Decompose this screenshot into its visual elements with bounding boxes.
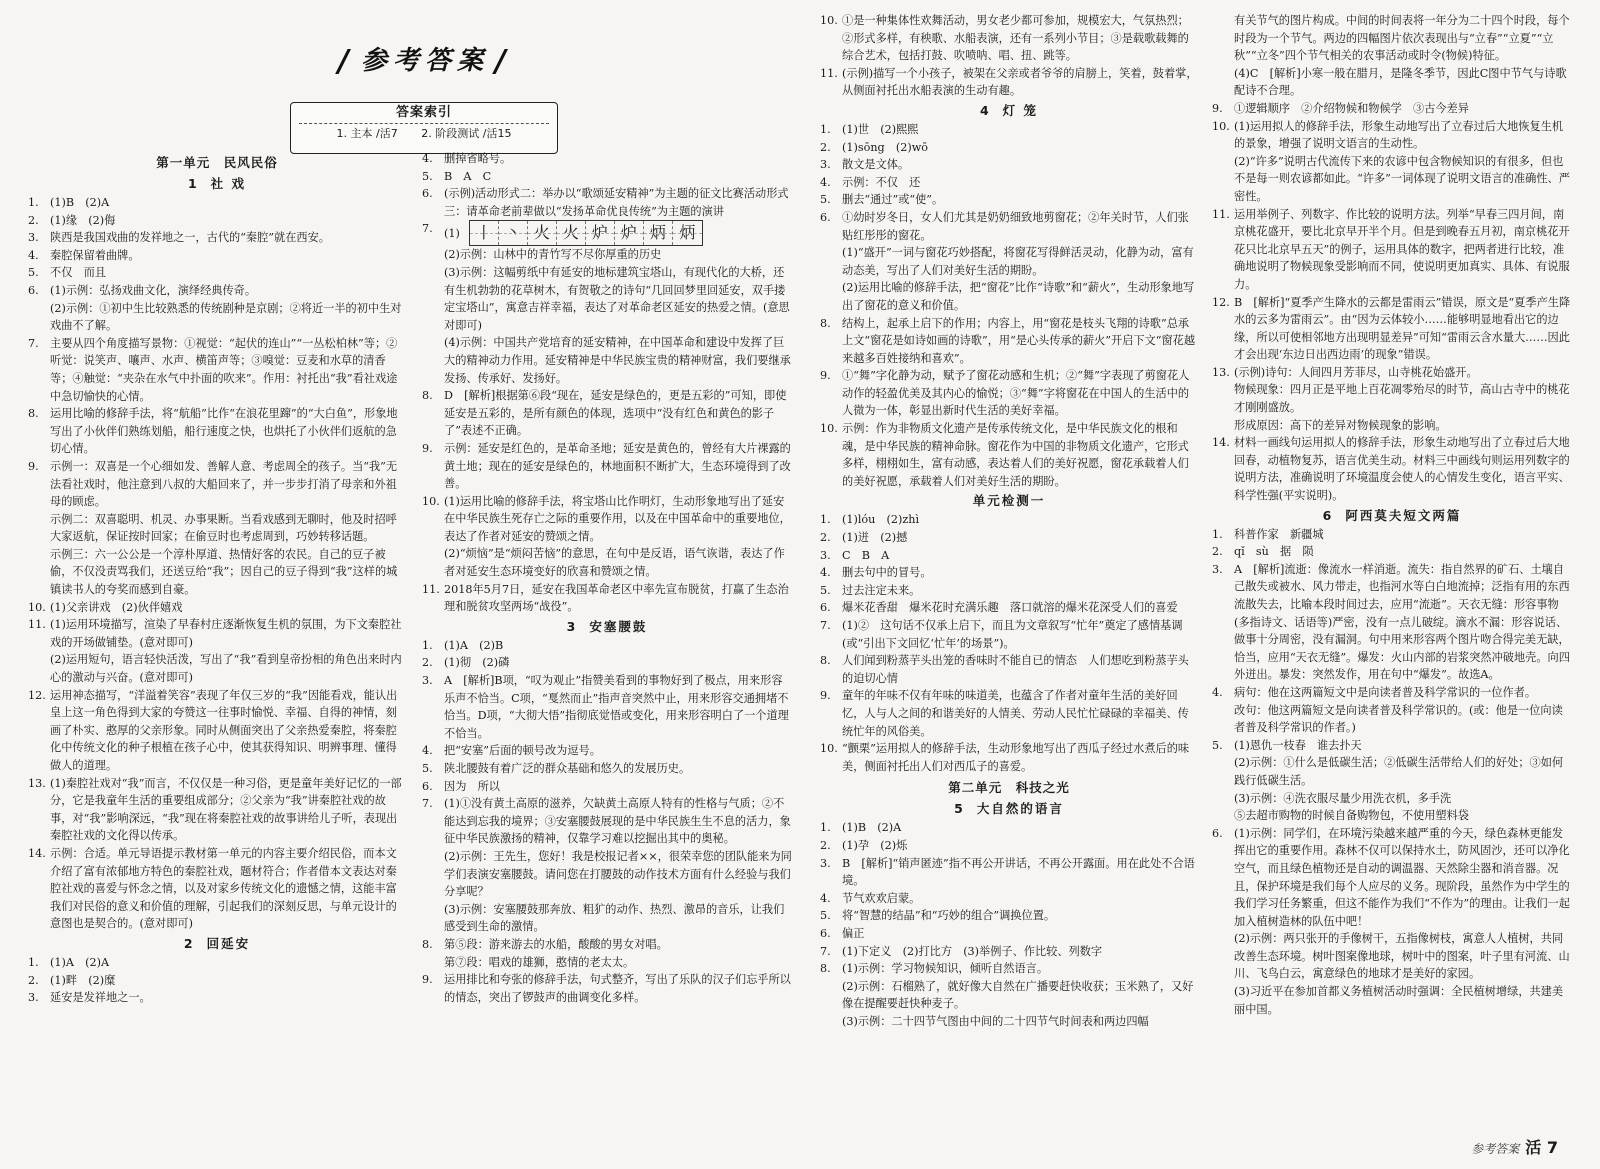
answer-text: (示例)描写一个小孩子，被架在父亲或者爷爷的肩膀上，笑着，鼓着掌，从侧面衬托出水船表演的生动有趣。 [842,66,1198,98]
answer-item [422,168,792,186]
answer-number: 6. [820,601,831,615]
answer-text: A [解析]B项，“叹为观止”指赞美看到的事物好到了极点，用来形容乐声不恰当。C项，“戛然而止”指声音突然中止，用来形容交通拥堵不恰当。D项，“大彻大悟”指彻底觉悟或变化，用来形容明白了一个道理不恰当。 [444,674,789,740]
section-title-text: 单元检测一 [972,493,1046,509]
answer-text: 节气欢欢启蒙。 [842,891,921,905]
answer-number: 7. [422,222,433,236]
answer-item [1212,294,1572,364]
answer-item [820,367,1198,420]
section-number: 1 [187,176,199,191]
stroke-order-cell: 火 [528,221,557,245]
stroke-order-cell: 炉 [586,221,615,245]
answer-continuation: (3)示例：安塞腰鼓那奔放、粗犷的动作、热烈、激昂的音乐，让我们感受到生命的激情。 [444,902,785,934]
answer-item [820,687,1198,740]
answer-item [820,65,1198,100]
answer-text: 结构上，起承上启下的作用；内容上，用“窗花是枝头飞翔的诗歌”总承上文“窗花是如诗如画的诗歌”，用“是心头传承的薪火”开启下文“窗花越来越多百姓接纳和喜欢”。 [842,316,1196,365]
answer-item [28,599,406,617]
answer-text: (1)①没有黄土高原的滋养，欠缺黄土高原人特有的性格与气质；②不能达到忘我的境界；③安塞腰鼓展现的是中华民族生生不息的活力，象征中华民族激扬的精神，仅靠学习难以挖掘出其中的奥秘。 [444,797,791,846]
stroke-order-cell: 火 [557,221,586,245]
answer-continuation: 有关节气的图片构成。中间的时间表将一年分为二十四个时段，每个时段为一个节气。两边的四幅图片依次表现出与“立春”“立夏”“立秋”“立冬”四个节气相关的农事活动或时令(物候)特征。 [1234,14,1570,63]
answer-continuation: (2)示例：山林中的青竹写不尽你厚重的历史 [444,248,662,262]
answer-text: (1)缘 (2)侮 [50,213,116,227]
answer-text: 科普作家 新疆城 [1234,527,1324,541]
answer-text: D [解析]根据第⑥段“现在，延安是绿色的，更是五彩的”可知，即使延安是五彩的，是所有颜色的体现，选项中“没有红色和黄色的影子了”表述不正确。 [444,389,787,438]
answer-number: 12. [28,688,46,702]
answer-continuation: (2)运用比喻的修辞手法，把“窗花”比作“诗歌”和“薪火”，生动形象地写出了窗花的意义和价值。 [842,281,1195,312]
answer-number: 6. [28,283,39,297]
answer-continuation: 第⑦段：唱戏的雄狮，憨情的老太太。 [444,955,635,969]
answer-index-item: 1. 主本 /活7 [336,127,398,140]
answer-text: 人们闻到粉蒸芋头出笼的香味时不能自已的情态 人们想吃到粉蒸芋头的迫切心情 [842,654,1189,685]
answer-item [820,564,1198,582]
answer-item [28,972,406,990]
answer-number: 10. [422,494,440,508]
answer-text: 2018年5月7日，延安在我国革命老区中率先宣布脱贫，打赢了生态治理和脱贫攻坚两场“战役”。 [444,582,789,614]
answer-text: 运用举例子、列数字、作比较的说明方法。列举“早春三四月间，南京桃花盛开，要比北京早开半个月。但是到晚春五月初，南京桃花开花只比北京早五天”的例子，运用具体的数字，把两者进行比较，准确地说明了物候现象受影响而不同，使说明更加真实、具体、有说服力。 [1234,207,1570,291]
page-title: / 参考答案 / [338,44,512,80]
answer-item [422,637,792,655]
answer-text: (1)运用比喻的修辞手法，将宝塔山比作明灯，生动形象地写出了延安在中华民族生死存亡之际的重要作用，以及在中国革命中的重要地位，表达了作者对延安的赞颂之情。 [444,494,791,543]
page-title-text: 参考答案 [360,46,489,77]
answer-item [820,529,1198,547]
answer-continuation: (3)习近平在参加首都义务植树活动时强调：全民植树增绿，共建美丽中国。 [1234,985,1564,1016]
answer-number: 6. [1212,826,1223,840]
answer-number: 8. [422,937,433,951]
stroke-order-grid [469,220,703,246]
answer-index-item: 2. 阶段测试 /活15 [421,127,512,140]
section-title [820,798,1198,819]
answer-item [422,150,792,168]
answer-number: 10. [28,600,46,614]
answer-text: C B A [842,548,890,562]
answer-item [820,156,1198,174]
answer-number: 3. [820,548,831,562]
answer-item [1212,526,1572,544]
section-title [820,100,1198,121]
answer-item [28,845,406,933]
answer-continuation: 改句：他这两篇短文是向读者普及科学常识的。(或：他是一位向读者普及科学常识的作者。) [1234,703,1563,735]
answer-text: (1)sōng (2)wō [842,140,929,154]
section-number: 5 [954,801,965,817]
answer-text: (1)B (2)A [842,821,902,835]
answer-item [820,617,1198,652]
answer-text: (1)世 (2)熙熙 [842,122,919,136]
answer-text: 秦腔保留着曲牌。 [50,248,140,262]
answer-number: 8. [28,407,39,421]
answer-item [820,174,1198,192]
answer-item [820,209,1198,244]
answer-text: (1)彻 (2)磷 [444,656,510,670]
answer-item [820,582,1198,600]
answer-item [1212,100,1572,118]
answer-continuation: (2)示例：两只张开的手像树干，五指像树枝，寓意人人植树，共同改善生态环境。树叶图案像地球，树叶中的图案，叶子里有河流、山川、飞鸟白云，寓意绿色的地球才是美好的家园。 [1234,932,1570,981]
section-title-text: 安塞腰鼓 [589,618,648,634]
section-title-text: 大自然的语言 [976,801,1064,817]
answer-item [28,335,406,405]
answer-item [422,440,792,493]
answer-text: 陕北腰鼓有着广泛的群众基础和悠久的发展历史。 [444,762,691,775]
answer-item [422,581,792,616]
answer-item [28,247,406,265]
stroke-order-cell: 丨 [470,221,499,245]
answer-text: 示例一：双喜是一个心细如发、善解人意、考虑周全的孩子。当“我”无法看社戏时，他注意到八叔的大船回来了，并一步步打消了母亲和外祖母的顾虑。 [50,459,398,509]
answer-number: 11. [28,618,46,632]
answer-text: (1)下定义 (2)打比方 (3)举例子、作比较、列数字 [842,944,1103,958]
answer-index-title: 答案索引 [395,105,452,120]
answer-text: 主要从四个角度描写景物：①视觉：“起伏的连山”“一丛松柏林”等；②听觉：说笑声、嚷声、水声、横笛声等；③嗅觉：豆麦和水草的清香等；④触觉：“夹杂在水气中扑面的吹来”。作用：衬托出“我”看社戏途中急切愉快的心情。 [50,336,398,403]
answer-number: 1. [422,638,433,652]
answer-text: ①逻辑顺序 ②介绍物候和物候学 ③古今差异 [1234,101,1469,115]
answer-text: (1)示例：学习物候知识，倾听自然语言。 [842,962,1049,976]
answer-number: 9. [422,973,433,987]
answer-number: 4. [820,175,831,189]
answer-item [820,819,1198,837]
answer-text: 运用排比和夸张的修辞手法，句式整齐，写出了乐队的汉子们忘乎所以的情态，突出了锣鼓声的曲调变化多样。 [444,973,791,1004]
answer-item [28,687,406,775]
answer-text: 删掉省略号。 [444,152,512,165]
answer-number: 2. [28,213,39,227]
answer-number: 9. [1212,101,1223,115]
answer-item [28,405,406,458]
answer-text: 删去“通过”或“使”。 [842,193,944,207]
answer-continuation: (1)“盛开”一词与窗花巧妙搭配，将窗花写得鲜活灵动，化静为动，富有动态美，写出了人们对美好生活的期盼。 [842,246,1194,277]
answer-text: (1)迸 (2)撼 [842,531,908,545]
answer-number: 10. [820,422,838,436]
answer-item [820,139,1198,157]
answer-item [422,672,792,742]
answer-text: 示例：不仅 还 [842,175,921,189]
answer-number: 10. [820,742,838,756]
answer-item [820,547,1198,565]
answer-text: (1)孕 (2)烁 [842,838,908,852]
answer-number: 2. [820,140,831,154]
answer-number: 2. [820,531,831,545]
answer-text: (1)运用环境描写，渲染了早春村庄逐渐恢复生机的氛围，为下文秦腔社戏的开场做铺垫。(意对即可) [50,618,402,649]
answer-item [1212,118,1572,153]
section-number: 4 [979,102,991,118]
section-title [422,616,792,637]
answer-number: 5. [422,169,433,183]
answer-text: B [解析]“夏季产生降水的云都是雷雨云”错误，原文是“夏季产生降水的云多为雷雨云”。由“因为云体较小……能够明显地看出它的边缘，所以可使相邻地方出现明显差异”可知“雷雨云含水量大……因此才会出现‘东边日出西边雨’的现象”错误。 [1234,295,1571,362]
answer-number: 5. [820,193,831,207]
answer-text: (1)畔 (2)糜 [50,973,116,987]
answer-item [28,264,406,282]
answer-number: 3. [28,231,39,245]
answer-item [28,212,406,230]
stroke-order-cell: 炳 [644,221,673,245]
answer-text: 陕西是我国戏曲的发祥地之一，古代的“秦腔”就在西安。 [50,231,330,245]
answer-text: 将“智慧的结晶”和“巧妙的组合”调换位置。 [842,909,1056,923]
answer-text: 运用神态描写，“洋溢着笑容”表现了年仅三岁的“我”因能看戏，能认出皇上这一角色得到大家的夸赞这一往事时愉悦、幸福、自得的神情，刻画了朴实、憨厚的父亲形象。同时从侧面突出了父亲热爱秦腔，将秦腔化中传统文化的种子根植在孩子心中，使其获得知识、明辨事理、懂得做人的道理。 [50,688,398,772]
answer-text: ①“舞”字化静为动，赋予了窗花动感和生机；②“舞”字表现了剪窗花人动作的轻盈优美及其内心的愉悦；③“舞”字将窗花在中国人的生活中的人微为一体，彰显出新时代生活的美好幸福。 [842,369,1190,418]
stroke-order-cell: 炉 [615,221,644,245]
answer-text: (1)A (2)A [50,955,110,969]
section-title-text: 回延安 [206,935,251,951]
answer-text: qǐ sù 据 陨 [1234,545,1314,559]
answer-text: (1)示例：弘扬戏曲文化，演绎经典传奇。 [50,283,257,297]
answer-text: 因为 所以 [444,779,500,793]
answer-number: 8. [820,316,831,330]
answer-number: 11. [422,582,440,596]
answer-number: 8. [820,962,831,976]
answer-item [28,616,406,651]
page-footer [1471,1139,1558,1159]
answer-text: B A C [444,169,492,183]
answer-item [422,742,792,760]
stroke-order-lead: (1) [444,226,460,240]
answer-text: 运用比喻的修辞手法，将“航船”比作“在浪花里蹿”的“大白鱼”，形象地写出了小伙伴们熟练划船，船行速度之快，也烘托了小伙伴们返航的急切心情。 [50,407,398,456]
answer-number: 9. [28,459,39,473]
answer-text: “颤栗”运用拟人的修辞手法，生动形象地写出了西瓜子经过水煮后的味美，侧面衬托出人们对西瓜子的喜爱。 [842,742,1190,773]
column-1 [28,150,406,1160]
answer-text: (1)lóu (2)zhì [842,513,920,527]
answer-continuation: (3)示例：④洗衣服尽量少用洗衣机，多手洗 [1234,791,1452,805]
answer-text: (1)秦腔社戏对“我”而言，不仅仅是一种习俗，更是童年美好记忆的一部分，它是我童年生活的重要组成部分；②父亲为“我”讲秦腔社戏的故事，对“我”影响深远，“我”现在将秦腔社戏的故事讲给儿子听，表现出秦腔社戏的文化得以传承。 [50,776,402,843]
answer-text: (1)示例：同学们，在环境污染越来越严重的今天，绿色森林更能发挥出它的重要作用。森林不仅可以保持水土，防风固沙，还可以净化空气，而且绿色植物还是自动的调温器、天然除尘器和消音器。况且，保护环境是我们每个人应尽的义务。现阶段，虽然作为中学生的我们学习任务繁重，但这不能作为我们“不作为”的理由。让我们一起加入植树造林的队伍中吧！ [1234,826,1570,928]
page-number: 活 7 [1525,1138,1558,1158]
answer-continuation: 示例二：双喜聪明、机灵、办事果断。当看戏感到无聊时，他及时招呼大家返航，保证按时回家；在偷豆时也考虑周到，巧妙转移话题。 [50,512,397,544]
answer-index-box [290,102,558,154]
answer-number: 1. [820,513,831,527]
answer-number: 3. [820,856,831,870]
answer-item [820,855,1198,890]
answer-item [28,989,406,1007]
answer-number: 1. [1212,527,1223,541]
answer-continuation: (4)C [解析]小寒一般在腊月，是隆冬季节，因此C图中节气与诗歌配诗不合理。 [1234,66,1567,98]
answer-item [1212,364,1572,382]
answer-item [28,194,406,212]
answer-number: 9. [422,441,433,455]
answer-number: 14. [1212,436,1230,450]
footer-label: 参考答案 [1471,1142,1520,1157]
answer-text: (1)父亲讲戏 (2)伙伴嬉戏 [50,600,183,614]
answer-item [820,191,1198,209]
answer-text: 爆米花香甜 爆米花时充满乐趣 落口就溶的爆米花深受人们的喜爱 [842,601,1178,615]
answer-number: 5. [820,909,831,923]
answer-number: 12. [1212,295,1230,309]
answer-number: 3. [28,991,39,1005]
answer-text: (示例)活动形式二：举办以“歌颂延安精神”为主题的征文比赛活动形式三：请革命老前辈做以“发扬革命优良传统”为主题的演讲 [444,187,789,218]
answer-item [1212,825,1572,931]
answer-continuation: 形成原因：高下的差异对物候现象的影响。 [1234,418,1447,432]
section-number: 6 [1322,507,1334,523]
section-title-text: 灯 笼 [1002,102,1039,118]
answer-item [422,936,792,954]
section-title [1212,505,1572,526]
answer-item [422,971,792,1006]
answer-item [820,652,1198,687]
answer-continuation: (3)示例：这幅剪纸中有延安的地标建筑宝塔山，有现代化的大桥，还有生机勃勃的花草树木，有贺敬之的诗句“几回回梦里回延安，双手搂定宝塔山”，寓意吉祥幸福，表达了对革命老区延安的热爱之情。(意思对即可) [444,265,790,332]
answer-number: 5. [820,583,831,597]
answer-number: 7. [820,944,831,958]
answer-text: 示例：延安是红色的，是革命圣地；延安是黄色的，曾经有大片裸露的黄土地；现在的延安是绿色的，林地面积不断扩大，生态环境得到了改善。 [444,441,791,491]
stroke-order-cell: 丶 [499,221,528,245]
answer-item [1212,434,1572,504]
answer-continuation: (4)示例：中国共产党培育的延安精神，在中国革命和建设中发挥了巨大的精神动力作用。延安精神是中华民族宝贵的精神财富，我们要继承发扬、传承好、发扬好。 [444,336,791,385]
column-4 [1212,12,1572,1160]
answer-text: 病句：他在这两篇短文中是向读者普及科学常识的一位作者。 [1234,685,1537,699]
answer-item [820,12,1198,65]
section-title [28,173,406,194]
answer-text: 不仅 而且 [50,266,106,280]
answer-item [820,420,1198,490]
answer-number: 2. [820,838,831,852]
answer-number: 6. [820,210,831,224]
answer-text: 过去注定未来。 [842,583,921,597]
answer-continuation: (3)示例：二十四节气图由中间的二十四节气时间表和两边四幅 [842,1014,1149,1028]
column-3 [820,12,1198,1160]
answer-item [820,960,1198,978]
answer-item [820,907,1198,925]
answer-number: 14. [28,846,46,860]
answer-text: (1)恩仇一枝春 谁去扑天 [1234,738,1362,752]
answer-number: 2. [28,973,39,987]
answer-text: 童年的年味不仅有年味的味道美，也蕴含了作者对童年生活的美好回忆，人与人之间的和谐美好的人情美、劳动人民忙忙碌碌的幸福美、传统忙年的风俗美。 [842,689,1189,738]
answer-item [820,837,1198,855]
answer-item [1212,543,1572,561]
answer-text: (1)② 这句话不仅承上启下，而且为文章叙写“忙年”奠定了感情基调(或“引出下文回忆‘忙年’的场景”)。 [842,619,1183,650]
answer-number: 13. [28,776,46,790]
answer-text: B [解析]“销声匿迹”指不再公开讲话，不再公开露面。用在此处不合语境。 [842,856,1195,888]
section-title [820,490,1198,511]
answer-number: 4. [820,566,831,580]
stroke-order-cell: 炳 [673,221,702,245]
answer-text: (示例)诗句：人间四月芳菲尽，山寺桃花始盛开。 [1234,365,1478,379]
answer-continuation: (2)运用短句，语言轻快活泼，写出了“我”看到皇帝扮相的角色出来时内心的激动与兴奋。(意对即可) [50,653,402,685]
answer-number: 4. [1212,685,1223,699]
answer-item [422,493,792,546]
answer-item [1212,737,1572,755]
answer-number: 3. [820,158,831,172]
answer-item [1212,684,1572,702]
answer-continuation: (2)“烦恼”是“烦闷苦恼”的意思，在句中是反语，语气诙谐，表达了作者对延安生态环境变好的欣喜和赞颂之情。 [444,547,785,579]
answer-number: 7. [820,619,831,632]
answer-item [820,599,1198,617]
answer-item [820,121,1198,139]
answer-text: 偏正 [842,926,865,940]
unit-title: 第二单元 科技之光 [948,780,1070,796]
answer-number: 4. [422,744,433,758]
answer-number: 7. [28,336,39,350]
answer-item [820,740,1198,775]
answer-number: 6. [820,926,831,940]
answer-item [1212,206,1572,294]
answer-number: 11. [820,66,838,80]
answer-number: 10. [1212,119,1230,133]
answer-item [422,654,792,672]
answer-item [28,775,406,845]
section-title [28,933,406,954]
answer-text: 延安是发祥地之一。 [50,991,151,1005]
answer-item [820,315,1198,368]
answer-number: 8. [820,654,831,668]
answer-number: 1. [28,955,39,969]
answer-item [422,760,792,778]
answer-item [1212,561,1572,684]
answer-number: 1. [820,821,831,835]
answer-item [28,229,406,247]
answer-continuation: (2)示例：石榴熟了，就好像大自然在广播要赶快收获；玉米熟了，又好像在提醒要赶快种麦子。 [842,979,1194,1011]
answer-number: 6. [422,779,433,793]
answer-text: (1)B (2)A [50,196,110,209]
answer-text: 示例：合适。单元导语提示教材第一单元的内容主要介绍民俗，而本文介绍了富有浓郁地方特色的秦腔社戏，题材符合；作者借本文表达对秦腔社戏的喜爱与怀念之情，以及对家乡传统文化的遗憾之情，这能丰富我们对民俗的意义和价值的理解，引起我们的深刻反思，与单元设计的意图也是契合的。(意对即可) [50,846,397,931]
answer-number: 2. [422,656,433,670]
answer-item [820,925,1198,943]
answer-item [28,458,406,511]
answer-continuation: (2)“许多”说明古代流传下来的农谚中包含物候知识的有很多，但也不是每一则农谚都如此。“许多”一词体现了说明文语言的准确性、严密性。 [1234,154,1570,203]
answer-text: ①幼时岁冬日，女人们尤其是奶奶细致地剪窗花；②年关时节，人们张贴红彤彤的窗花。 [842,210,1189,242]
answer-item [422,387,792,440]
answer-item [28,282,406,300]
answer-number: 5. [28,266,39,280]
answer-text: 把“安塞”后面的顿号改为逗号。 [444,744,601,758]
answer-item [422,795,792,848]
section-number: 2 [183,935,195,951]
answer-number: 4. [422,152,433,165]
answer-number: 9. [820,689,831,703]
section-title-text: 社 戏 [210,176,247,191]
answer-item [422,220,792,246]
answer-number: 5. [422,762,433,775]
answer-continuation: ⑤去超市购物的时候自备购物包，不使用塑料袋 [1234,809,1469,823]
answer-text: 材料一画线句运用拟人的修辞手法，形象生动地写出了立春过后大地回春，动植物复苏，语言优美生动。材料三中画线句则运用列数字的说明方法，准确说明了环境温度会使人的心情发生变化，语言平实、科学性强(平实说明)。 [1234,436,1570,503]
answer-item [820,511,1198,529]
answer-number: 5. [1212,738,1223,752]
answer-continuation: (2)示例：①初中生比较熟悉的传统剧种是京剧；②将近一半的初中生对戏曲不了解。 [50,301,402,333]
answer-text: (1)运用拟人的修辞手法，形象生动地写出了立春过后大地恢复生机的景象，增强了说明文语言的生动性。 [1234,119,1564,151]
answer-text: 第⑤段：游来游去的水船，酸酸的男女对唱。 [444,937,668,951]
answer-text: 散文是文体。 [842,158,910,172]
answer-number: 4. [820,891,831,905]
answer-text: (1)A (2)B [444,638,504,652]
answer-number: 7. [422,797,433,811]
answer-number: 10. [820,14,838,27]
answer-index-row [299,123,549,144]
answer-number: 11. [1212,207,1230,221]
answer-number: 2. [1212,545,1223,559]
answer-number: 9. [820,369,831,383]
answer-number: 13. [1212,365,1230,379]
stroke-order-row [444,220,703,246]
answer-number: 1. [820,122,831,136]
answer-item [820,890,1198,908]
answer-text: 删去句中的冒号。 [842,566,932,580]
answer-text: 示例：作为非物质文化遗产是传承传统文化，是中华民族文化的根和魂，是中华民族的精神命脉。窗花作为中国的非物质文化遗产，它形式多样，栩栩如生，富有动感，表达着人们的美好祝愿，窗花承载着人们的美好祝愿，承载着人们对美好生活的期盼。 [842,422,1189,488]
answer-number: 1. [28,196,39,209]
answer-item [820,943,1198,961]
answer-text: A [解析]流逝：像流水一样消逝。流失：指自然界的矿石、土壤自己散失或被水、风力带走，也指河水等白白地流掉；泛指有用的东西流散失去，比喻本段时间过去，应用“流逝”。天衣无缝：形容事物(多指诗文、话语等)严密，没有一点儿破绽。滴水不漏：形容说话、做事十分周密，没有漏洞。句中用来形容两个图片吻合得完美无缺，恰当，应用“天衣无缝”。爆发：火山内部的岩浆突然冲破地壳。向四外迸出。暴发：突然发作，用在句中“爆发”。故选A。 [1234,562,1570,682]
answer-continuation: 物候现象：四月正是平地上百花凋零殆尽的时节，高山古寺中的桃花才刚刚盛放。 [1234,383,1570,415]
answer-number: 6. [422,187,433,201]
answer-number: 4. [28,248,39,262]
answer-number: 3. [1212,562,1223,576]
answer-continuation: (2)示例：王先生，您好！我是校报记者××，很荣幸您的团队能来为同学们表演安塞腰鼓。请问您在打腰鼓的动作技术方面有什么经验与我们分享呢？ [444,849,792,899]
answer-item [422,185,792,220]
answer-number: 8. [422,389,433,403]
answer-text: ①是一种集体性欢舞活动，男女老少都可参加，规模宏大，气氛热烈；②形式多样，有秧歌、水船表演，还有一系列小节目；③是载歌载舞的综合艺术，包括打鼓、吹喷呐、唱、扭、跳等。 [842,14,1189,63]
answer-continuation: 示例三：六一公公是一个淳朴厚道、热情好客的农民。自己的豆子被偷，不仅没责骂我们，还送豆给“我”；因自己的豆子得到“我”这样的城镇读书人的夸奖而感到自豪。 [50,547,398,597]
answer-number: 3. [422,674,433,688]
section-title-text: 阿西莫夫短文两篇 [1345,507,1462,523]
column-2 [422,150,792,1160]
answer-continuation: (2)示例：①什么是低碳生活；②低碳生活带给人们的好处；③如何践行低碳生活。 [1234,756,1564,787]
answer-item [28,954,406,972]
section-number: 3 [566,618,578,634]
answer-item [422,778,792,796]
unit-title: 第一单元 民风民俗 [156,155,278,170]
